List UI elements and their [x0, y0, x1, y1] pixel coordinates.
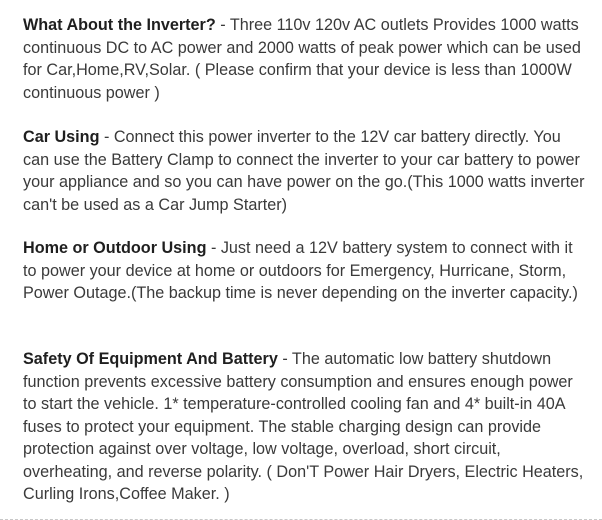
feature-heading: Home or Outdoor Using: [23, 239, 207, 257]
feature-body: - The automatic low battery shutdown function prevents excessive battery consumption and ensures enough power to start the vehicle. 1* temperature-controlled cooling fan and 4* built-in 40A fuses to protect your equipment. The stable charging design can provide protection against over voltage, low voltage, overload, short circuit, overheating, and reverse polarity. ( Don'T Power Hair Dryers, Electric Heaters, Curling Irons,Coffee Maker. ): [23, 350, 584, 503]
feature-heading: Car Using: [23, 128, 100, 146]
feature-safety: [23, 348, 589, 506]
feature-body: - Connect this power inverter to the 12V car battery directly. You can use the Battery Clamp to connect the inverter to your car battery to power your appliance and so you can have power on the go.(This 1000 watts inverter can't be used as a Car Jump Starter): [23, 128, 585, 214]
feature-car-using: [23, 126, 589, 216]
feature-inverter: [23, 14, 589, 104]
feature-home-outdoor: [23, 237, 589, 305]
feature-heading: Safety Of Equipment And Battery: [23, 350, 278, 368]
feature-body: - Just need a 12V battery system to connect with it to power your device at home or outdoors for Emergency, Hurricane, Storm, Power Outage.(The backup time is never depending on the inverter capacity.): [23, 239, 578, 302]
feature-body: - Three 110v 120v AC outlets Provides 1000 watts continuous DC to AC power and 2000 watts of peak power which can be used for Car,Home,RV,Solar. ( Please confirm that your device is less than 1000W continuous power ): [23, 16, 581, 102]
feature-heading: What About the Inverter?: [23, 16, 216, 34]
